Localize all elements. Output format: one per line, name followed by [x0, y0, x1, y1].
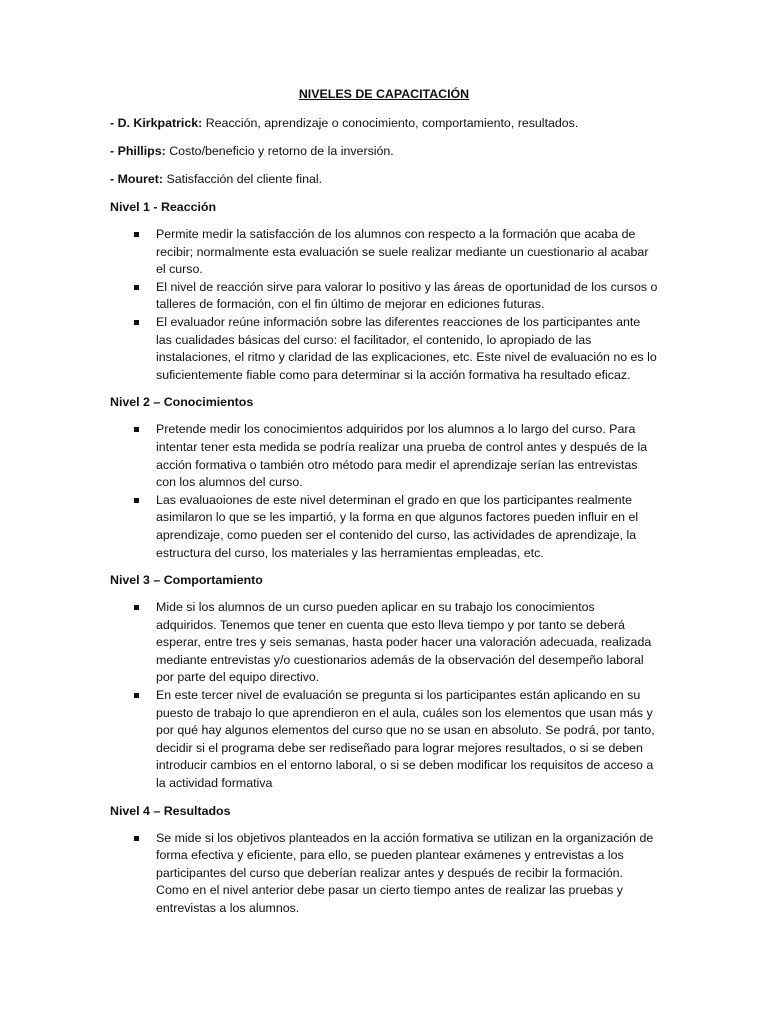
- square-bullet-icon: [134, 836, 139, 841]
- level-heading: Nivel 1 - Reacción: [110, 200, 217, 214]
- bullet-list: [110, 226, 658, 384]
- list-item: [156, 687, 658, 793]
- author-kirkpatrick: [110, 115, 658, 132]
- square-bullet-icon: [134, 498, 139, 503]
- square-bullet-icon: [134, 285, 139, 290]
- bullet-list: [110, 830, 658, 918]
- list-item-text: Se mide si los objetivos planteados en la acción formativa se utilizan en la organización de forma efectiva y eficiente, para ello, se pueden plantear exámenes y entrevistas a los participantes del curso que deberían realizar antes y después de recibir la formación. Como en el nivel anterior debe pasar un cierto tiempo antes de realizar las pruebas y entrevistas a los alumnos.: [156, 830, 654, 915]
- list-item: [156, 421, 658, 491]
- author-description: Satisfacción del cliente final.: [163, 172, 323, 186]
- list-item-text: El nivel de reacción sirve para valorar lo positivo y las áreas de oportunidad de los cursos o talleres de formación, con el fin último de mejorar en ediciones futuras.: [156, 279, 658, 312]
- level-2-section: [110, 394, 658, 562]
- list-item: [156, 830, 658, 918]
- document-page: [110, 86, 658, 928]
- list-item-text: Permite medir la satisfacción de los alumnos con respecto a la formación que acaba de recibir; normalmente esta evaluación se suele realizar mediante un cuestionario al acabar el curso.: [156, 227, 649, 277]
- author-name: - Mouret:: [110, 172, 163, 186]
- list-item-text: Mide si los alumnos de un curso pueden aplicar en su trabajo los conocimientos adquiridos. Tenemos que tener en cuenta que esto lleva tiempo y por tanto se deberá esperar, entre tres y seis semanas, hasta poder hacer una valoración adecuada, realizada mediante entrevistas y/o cuestionarios además de la observación del desempeño laboral por parte del equipo directivo.: [156, 600, 652, 685]
- list-item-text: En este tercer nivel de evaluación se pregunta si los participantes están aplicando en su puesto de trabajo lo que aprendieron en el aula, cuáles son los elementos que usan más y por qué hay algunos elementos del curso que no se usan en absoluto. Se podrá, por tanto, decidir si el programa debe ser rediseñado para lograr mejores resultados, o si se deben introducir cambios en el entorno laboral, o si se deben modificar los requisitos de acceso a la actividad formativa: [156, 688, 655, 791]
- square-bullet-icon: [134, 232, 139, 237]
- author-phillips: [110, 143, 658, 160]
- square-bullet-icon: [134, 320, 139, 325]
- level-heading: Nivel 2 – Conocimientos: [110, 395, 254, 410]
- author-description: Costo/beneficio y retorno de la inversión.: [165, 144, 394, 158]
- author-name: - Phillips:: [110, 144, 166, 158]
- list-item-text: El evaluador reúne información sobre las diferentes reacciones de los participantes ante las cualidades básicas del curso: el facilitador, el contenido, lo apropiado de las instalaciones, el ritmo y claridad de las explicaciones, etc. Este nivel de evaluación no es lo suficientemente fiable como para determinar si la acción formativa ha resultado eficaz.: [156, 314, 657, 382]
- list-item-text: Las evaluaoiones de este nivel determinan el grado en que los participantes realmente asimilaron lo que se les impartió, y la forma en que algunos factores pueden influir en el aprendizaje, como pueden ser el contenido del curso, las actividades de aprendizaje, la estructura del curso, los materiales y las herramientas empleadas, etc.: [156, 492, 639, 560]
- level-heading: Nivel 4 – Resultados: [110, 803, 231, 818]
- list-item: [156, 314, 658, 384]
- level-1-section: [110, 199, 658, 384]
- level-3-section: [110, 572, 658, 793]
- level-heading: Nivel 3 – Comportamiento: [110, 573, 263, 588]
- level-4-section: [110, 803, 658, 918]
- list-item: [156, 279, 658, 314]
- list-item: [156, 226, 658, 279]
- list-item: [156, 492, 658, 562]
- author-mouret: [110, 171, 658, 188]
- square-bullet-icon: [134, 693, 139, 698]
- document-title: NIVELES DE CAPACITACIÓN: [298, 87, 470, 101]
- list-item-text: Pretende medir los conocimientos adquiridos por los alumnos a lo largo del curso. Para intentar tener esta medida se podría realizar una prueba de control antes y después de la acción formativa o también otro método para medir el aprendizaje serían las entrevistas con los alumnos del curso.: [156, 422, 648, 490]
- bullet-list: [110, 421, 658, 562]
- author-name: - D. Kirkpatrick:: [110, 116, 203, 130]
- list-item: [156, 599, 658, 687]
- bullet-list: [110, 599, 658, 793]
- square-bullet-icon: [134, 605, 139, 610]
- square-bullet-icon: [134, 427, 139, 432]
- author-description: Reacción, aprendizaje o conocimiento, comportamiento, resultados.: [202, 116, 579, 130]
